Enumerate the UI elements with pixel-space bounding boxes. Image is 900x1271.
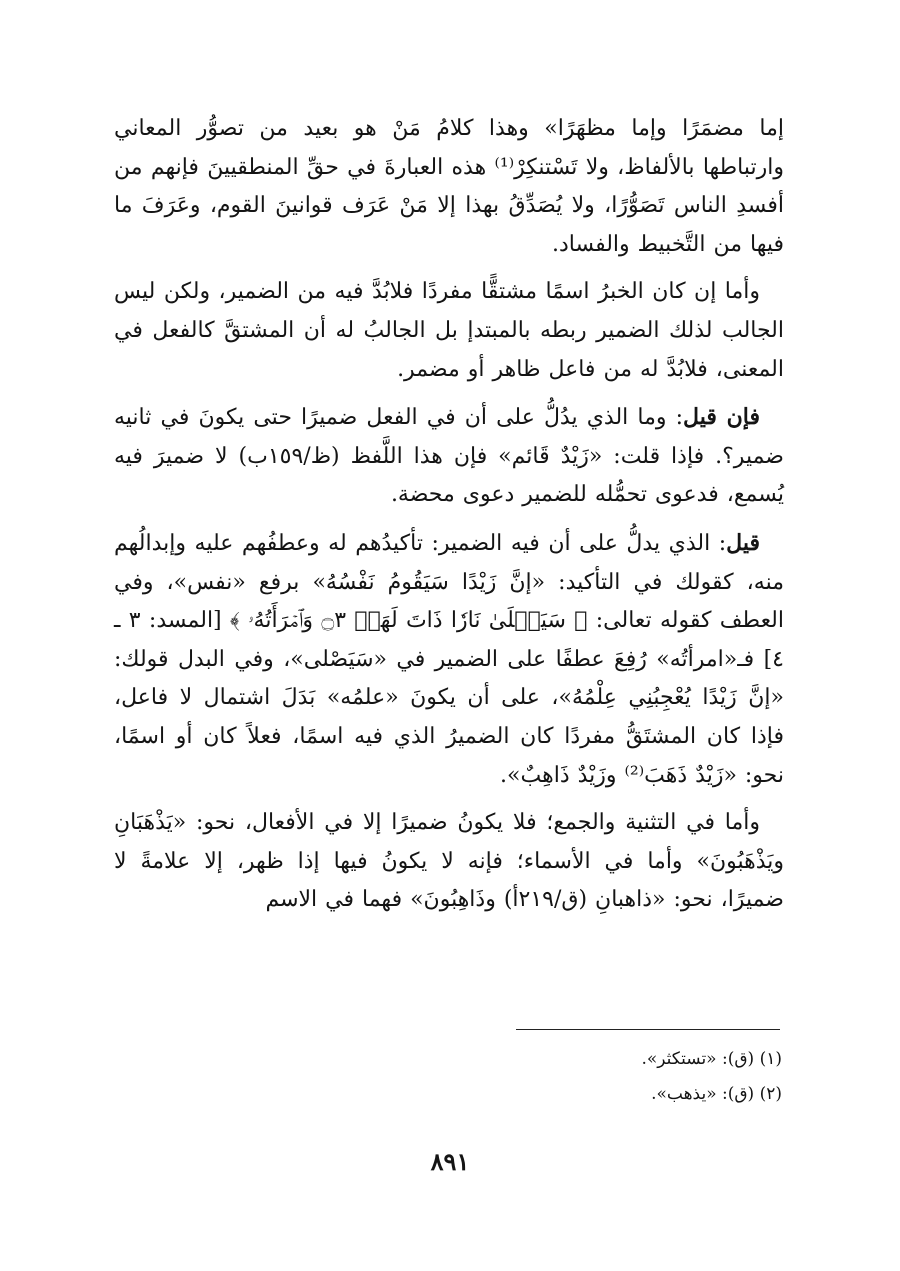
main-text	[114, 110, 784, 920]
paragraph-text: : الذي يدلُّ على أن فيه الضمير: تأكيدُهم له وعطفُهم عليه وإبدالُهم منه، كقولك في التأكيد: «إنَّ زَيْدًا سَيَقُومُ نَفْسُهُ» برفع «نفس»، وفي العطف كقوله تعالى: ﴿ سَيَصۡلَىٰ نَارٗا ذَاتَ لَهَبٖ ۝٣ وَٱمۡرَأَتُهُۥ ﴾ [المسد: ٣ ـ ٤] فـ«امرأتُه» رُفِعَ عطفًا على الضمير في «سَيَصْلى»، وفي البدل قولك: «إنَّ زَيْدًا يُعْجِبُنِي عِلْمُهُ»، على أن يكونَ «علمُه» بَدَلَ اشتمال لا فاعل، فإذا كان المشتَقُّ مفردًا كان الضميرُ الذي فيه اسمًا، فعلاً كان أو اسمًا، نحو: «زَيْدٌ ذَهَبَ⁽²⁾ وزَيْدٌ ذَاهِبٌ».	[114, 530, 784, 788]
paragraph-lead: فإن قيل	[683, 404, 760, 431]
footnote-divider	[516, 1029, 780, 1030]
paragraph-2	[114, 273, 784, 389]
page-number: ٨٩١	[430, 1147, 470, 1176]
paragraph-text: : وما الذي يدُلُّ على أن في الفعل ضميرًا حتى يكونَ في ثانيه ضمير؟. فإذا قلت: «زَيْدٌ قَائم» فإن هذا اللَّفظ (ظ/١٥٩ب) لا ضميرَ فيه يُسمع، فدعوى تحمُّله للضمير دعوى محضة.	[114, 405, 784, 508]
paragraph-4	[114, 524, 784, 795]
paragraph-lead: قيل	[726, 529, 760, 556]
footnote-2: (٢) (ق): «يذهب».	[651, 1084, 782, 1104]
paragraph-text: وأما في التثنية والجمع؛ فلا يكونُ ضميرًا إلا في الأفعال، نحو: «يَذْهَبَانِ ويَذْهَبُونَ» وأما في الأسماء؛ فإنه لا يكونُ فيها إذا ظهر، إلا علامةً لا ضميرًا، نحو: «ذاهبانِ (ق/٢١٩أ) وذَاهِبُونَ» فهما في الاسم	[114, 810, 784, 913]
paragraph-3	[114, 398, 784, 515]
paragraph-1	[114, 110, 784, 264]
paragraph-5	[114, 804, 784, 920]
footnote-1: (١) (ق): «تستكثر».	[641, 1049, 782, 1069]
paragraph-text: إما مضمَرًا وإما مظهَرًا» وهذا كلامُ مَنْ هو بعيد من تصوُّر المعاني وارتباطها بالألفاظ، ولا تَسْتنكِرْ⁽¹⁾ هذه العبارةَ في حقِّ المنطقيينَ فإنهم من أفسدِ الناس تَصَوُّرًا، ولا يُصَدِّقُ بهذا إلا مَنْ عَرَف قوانينَ القوم، وعَرَفَ ما فيها من التَّخبيط والفساد.	[114, 116, 784, 257]
paragraph-text: وأما إن كان الخبرُ اسمًا مشتقًّا مفردًا فلابُدَّ فيه من الضمير، ولكن ليس الجالب لذلك الضمير ربطه بالمبتدإ بل الجالبُ له أن المشتقَّ كالفعل في المعنى، فلابُدَّ له من فاعل ظاهر أو مضمر.	[114, 279, 784, 382]
